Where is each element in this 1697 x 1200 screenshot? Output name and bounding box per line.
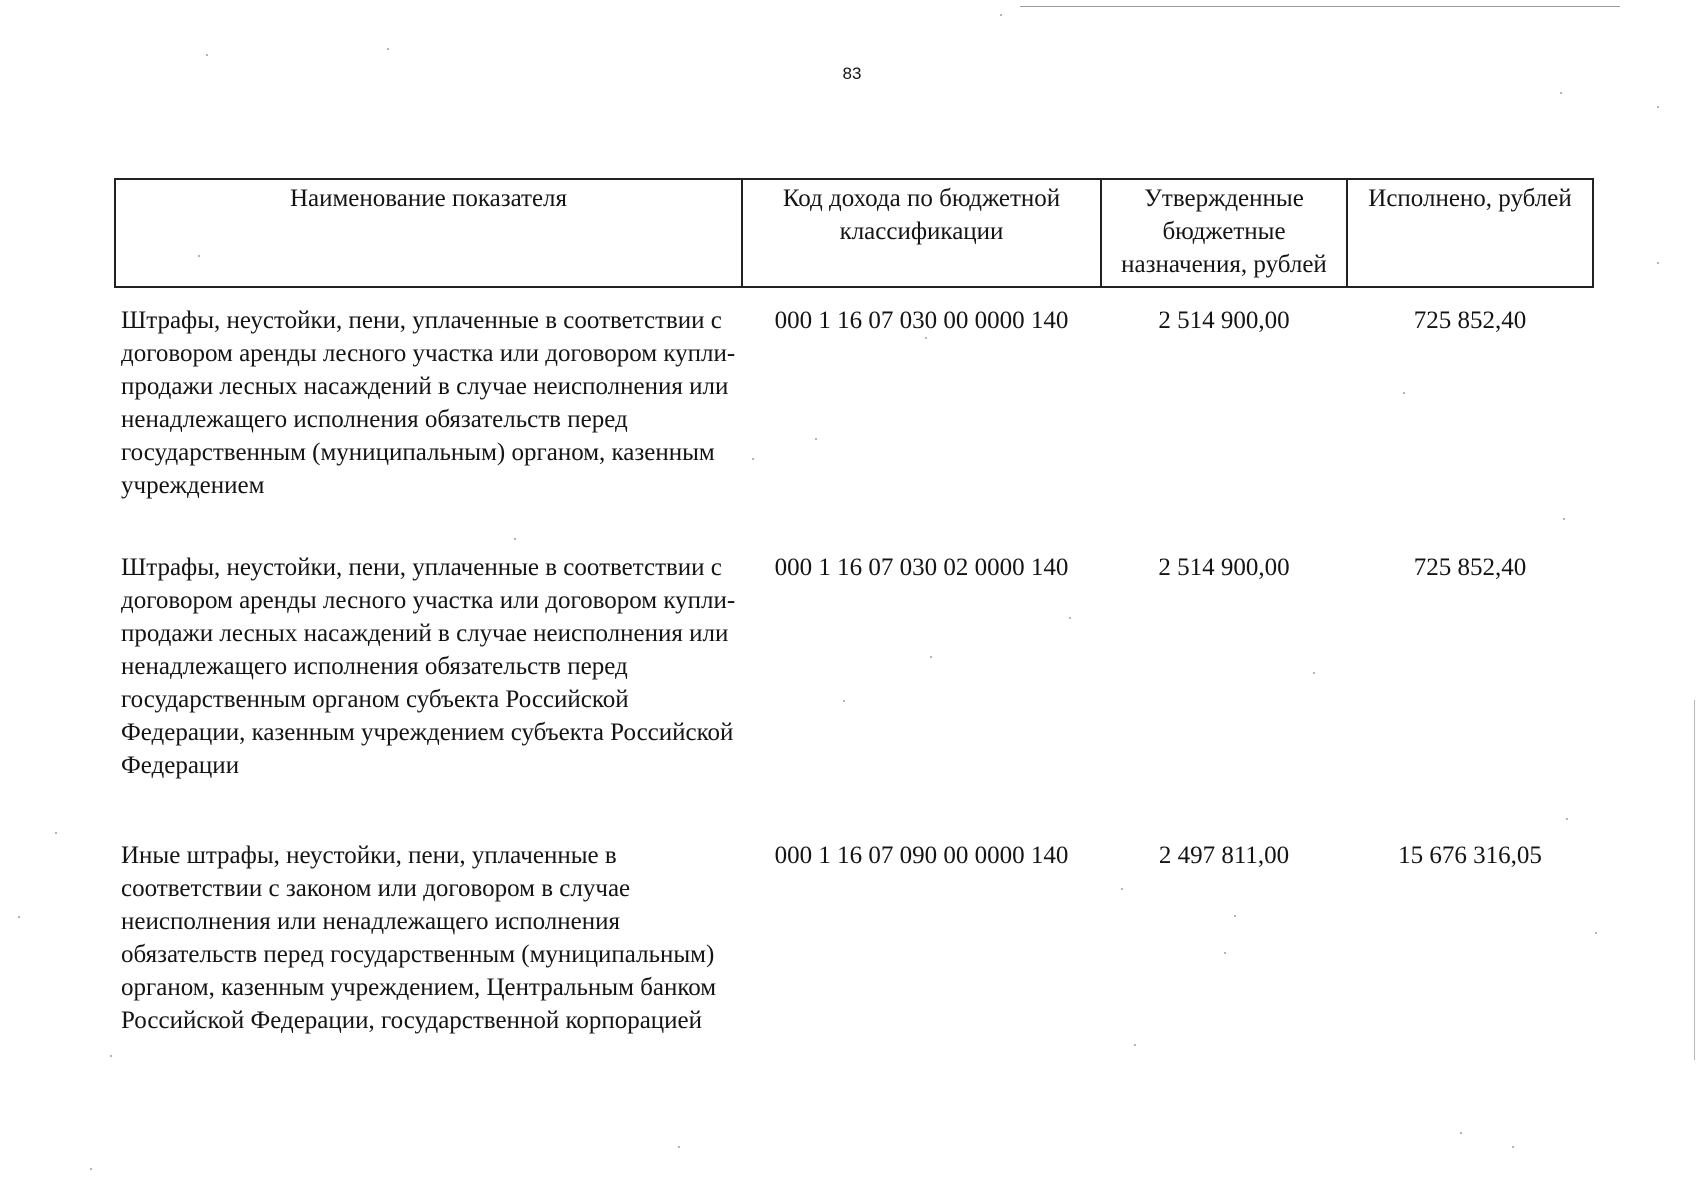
scan-speck [815,438,817,440]
scan-speck [930,656,932,658]
row-income-code: 000 1 16 07 030 00 0000 140 [774,307,1069,334]
scan-speck [1403,392,1405,394]
scan-speck [514,538,516,540]
scan-speck [1000,14,1002,16]
row-income-code: 000 1 16 07 030 02 0000 140 [774,554,1069,581]
header-row [115,179,1593,287]
scan-speck [1657,262,1659,264]
table-body [115,287,1593,1037]
scan-speck [843,700,845,702]
scan-speck [678,1146,680,1148]
scan-speck [110,1055,112,1057]
table-row [115,535,1593,823]
scan-speck [18,916,20,918]
scan-speck [1121,888,1123,890]
scan-speck [387,48,389,50]
scan-speck [1566,818,1568,820]
scan-speck [1563,518,1565,520]
row-executed-amount: 725 852,40 [1413,554,1527,581]
table-row [115,287,1593,535]
scan-edge-mark [1694,700,1695,1060]
header-executed-amount: Исполнено, рублей [1347,179,1593,287]
budget-table [114,178,1594,1037]
row-approved-amount: 2 514 900,00 [1158,307,1290,334]
page-number: 83 [842,64,862,83]
row-executed-amount: 15 676 316,05 [1398,842,1542,869]
scan-speck [90,1168,92,1170]
scan-speck [1134,1044,1136,1046]
row-income-code: 000 1 16 07 090 00 0000 140 [774,842,1069,869]
row-approved-amount: 2 497 811,00 [1158,842,1290,869]
scan-speck [206,54,208,56]
scan-speck [1069,617,1071,619]
row-indicator-name: Иные штрафы, неустойки, пени, уплаченные в соответствии с законом или договором в случае неисполнения или ненадлежащего исполнения обязательств перед государственным (муниципальным) органом, казенным учреждением, Центральным банком Российской Федерации, государственной корпорацией [121,842,717,1034]
header-approved-amount: Утвержденные бюджетные назначения, рублей [1101,179,1347,287]
scan-speck [925,337,927,339]
table-header [115,179,1593,287]
row-indicator-name: Штрафы, неустойки, пени, уплаченные в соответствии с договором аренды лесного участка или договором купли-продажи лесных насаждений в случае неисполнения или ненадлежащего исполнения обязательств перед государственным (муниципальным) органом, казенным учреждением [121,307,736,499]
header-indicator-name: Наименование показателя [115,179,742,287]
scan-speck [1234,915,1236,917]
scan-speck [1512,1146,1514,1148]
scan-speck [198,255,200,257]
scan-speck [1224,952,1226,954]
row-executed-amount: 725 852,40 [1413,307,1527,334]
scan-speck [55,832,57,834]
scan-speck [752,458,754,460]
header-income-code: Код дохода по бюджетной классификации [742,179,1101,287]
scan-speck [1657,106,1659,108]
scan-speck [1595,932,1597,934]
row-approved-amount: 2 514 900,00 [1158,554,1290,581]
scan-edge-line [1020,6,1620,7]
table-row [115,823,1593,1037]
scan-speck [1560,92,1562,94]
scan-speck [1460,1132,1462,1134]
scan-speck [1313,672,1315,674]
row-indicator-name: Штрафы, неустойки, пени, уплаченные в соответствии с договором аренды лесного участка или договором купли-продажи лесных насаждений в случае неисполнения или ненадлежащего исполнения обязательств перед государственным органом субъекта Российской Федерации, казенным учреждением субъекта Российской Федерации [121,554,736,779]
